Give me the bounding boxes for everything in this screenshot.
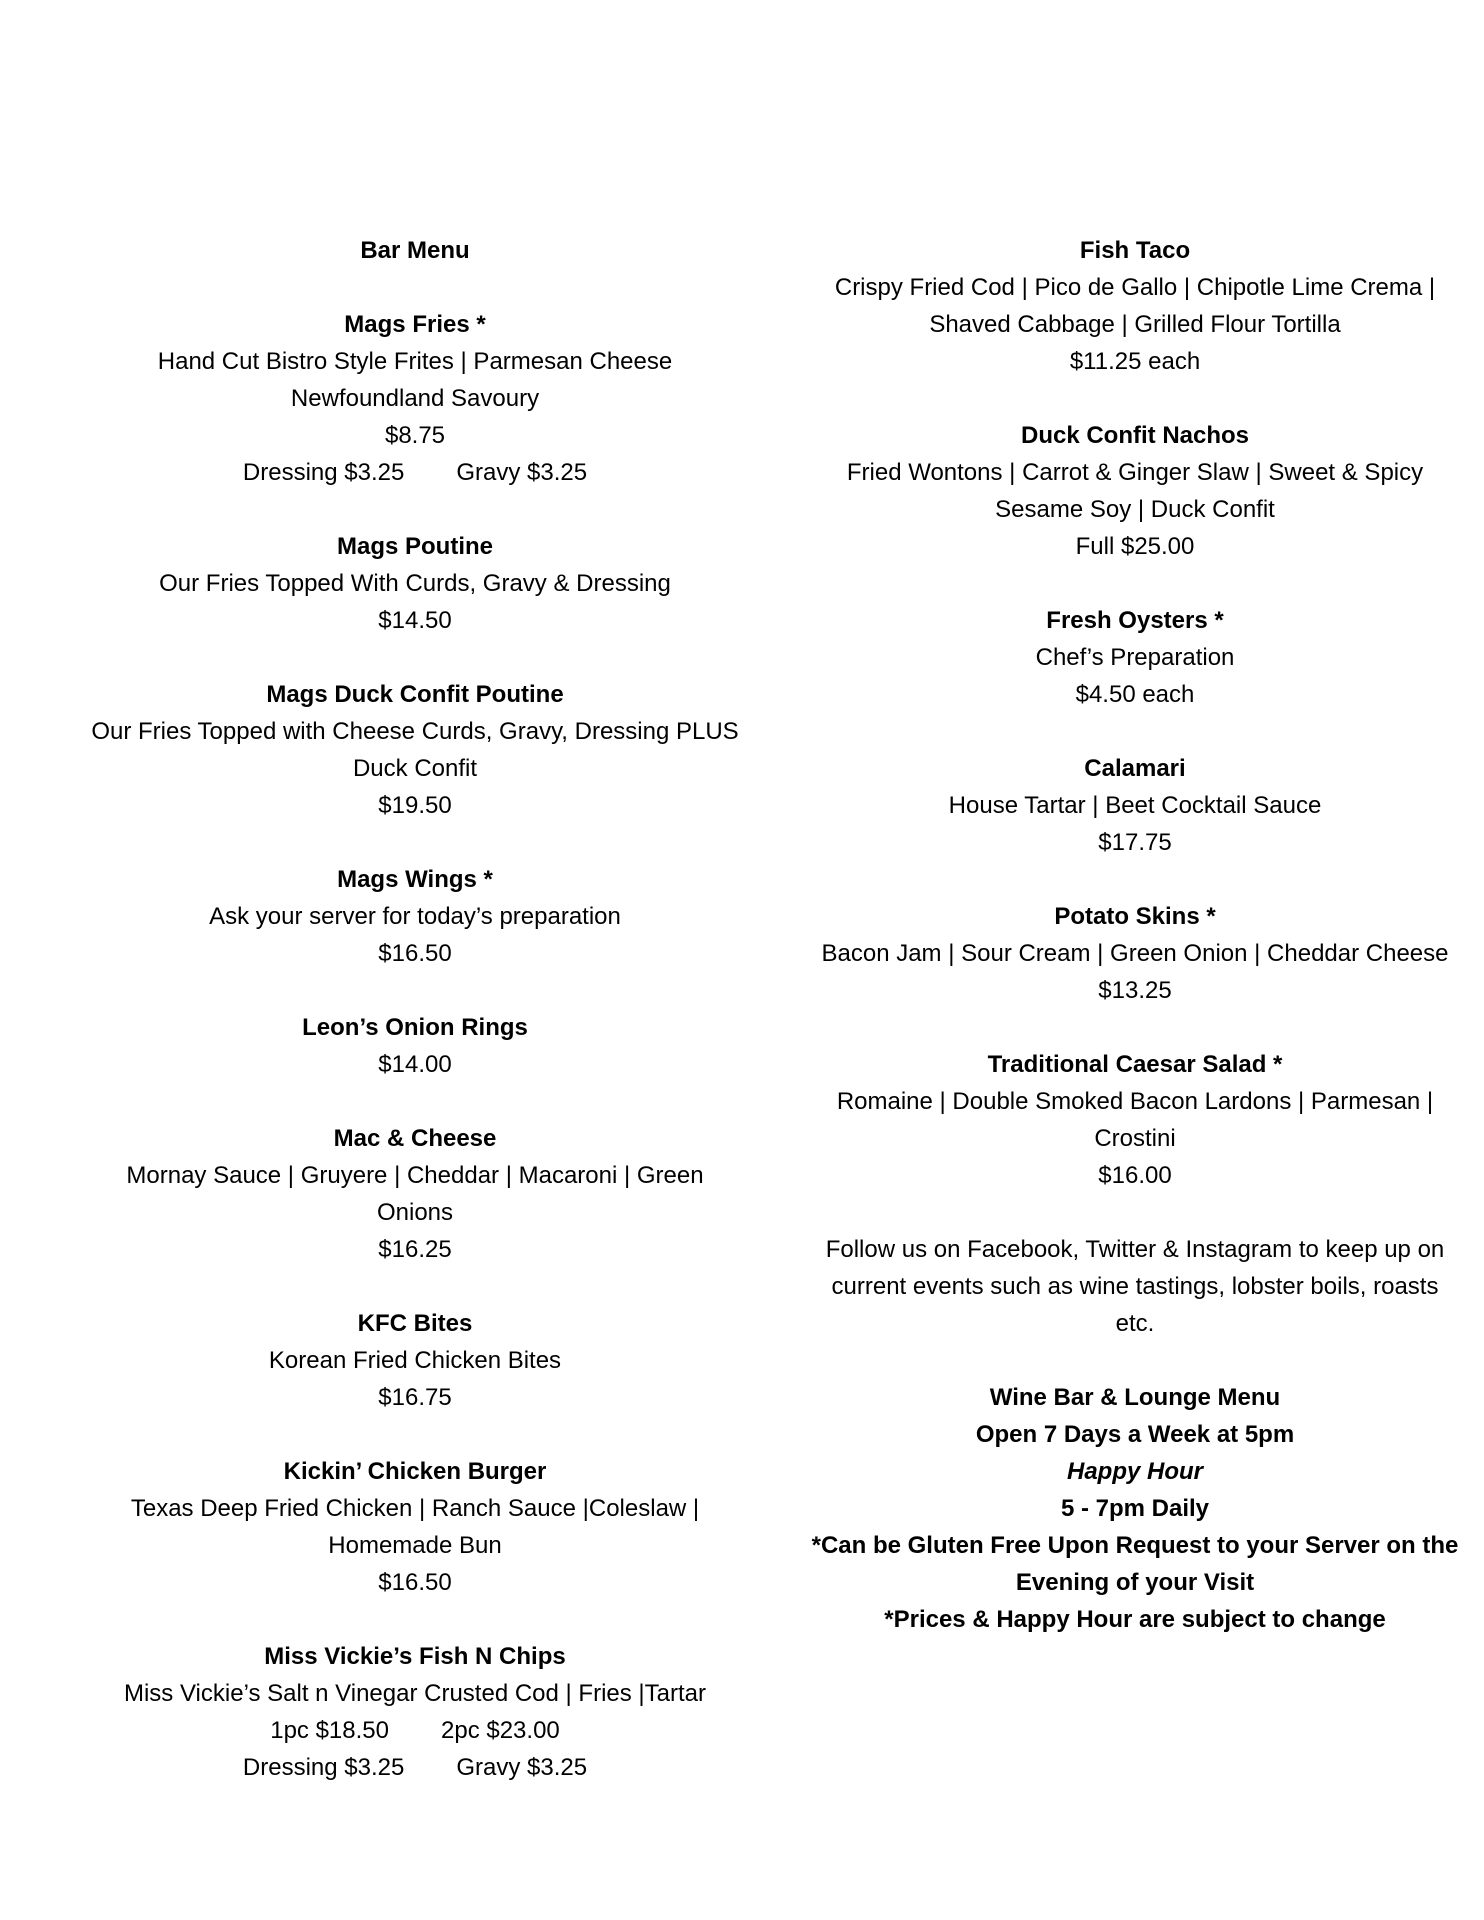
item-price: $8.75: [384, 422, 446, 449]
item-mags-poutine: [70, 528, 760, 639]
item-name: Kickin’ Chicken Burger: [283, 1458, 547, 1485]
item-description: Bacon Jam | Sour Cream | Green Onion | Cheddar Cheese: [821, 940, 1449, 967]
item-duck-confit-nachos: [790, 417, 1480, 565]
item-description: Chef’s Preparation: [1035, 644, 1235, 671]
menu-title: Bar Menu: [360, 237, 470, 264]
item-prices: [70, 1712, 760, 1749]
item-name: Calamari: [1084, 755, 1186, 782]
happy-hour-time: 5 - 7pm Daily: [1060, 1495, 1210, 1522]
extra-dressing: Dressing $3.25: [242, 459, 405, 486]
left-column: [70, 232, 760, 1786]
item-price: Full $25.00: [1075, 533, 1195, 560]
item-price: $16.50: [378, 940, 452, 967]
item-extras: [70, 1749, 760, 1786]
happy-hour-label: Happy Hour: [1066, 1458, 1203, 1485]
item-price: $4.50 each: [1075, 681, 1195, 708]
item-name: Miss Vickie’s Fish N Chips: [264, 1643, 566, 1670]
follow-text: etc.: [1115, 1310, 1155, 1337]
item-description: Romaine | Double Smoked Bacon Lardons | Parmesan |: [836, 1088, 1434, 1115]
item-name: Duck Confit Nachos: [1020, 422, 1250, 449]
lounge-title: Wine Bar & Lounge Menu: [989, 1384, 1281, 1411]
item-description: Korean Fried Chicken Bites: [268, 1347, 562, 1374]
item-description: Homemade Bun: [328, 1532, 502, 1559]
item-onion-rings: [70, 1009, 760, 1083]
follow-text: Follow us on Facebook, Twitter & Instagram to keep up on: [825, 1236, 1445, 1263]
item-mags-wings: [70, 861, 760, 972]
item-extras: [70, 454, 760, 491]
item-description: Mornay Sauce | Gruyere | Cheddar | Macaroni | Green: [126, 1162, 704, 1189]
item-name: KFC Bites: [357, 1310, 473, 1337]
item-name: Mags Poutine: [336, 533, 493, 560]
item-mags-fries: [70, 306, 760, 491]
item-description: Miss Vickie’s Salt n Vinegar Crusted Cod | Fries |Tartar: [123, 1680, 707, 1707]
item-description: Our Fries Topped With Curds, Gravy & Dressing: [159, 570, 671, 597]
item-calamari: [790, 750, 1480, 861]
item-price: $16.00: [1098, 1162, 1172, 1189]
prices-note: *Prices & Happy Hour are subject to change: [884, 1606, 1386, 1633]
item-description: Onions: [376, 1199, 454, 1226]
item-description: Duck Confit: [352, 755, 478, 782]
item-fish-taco: [790, 232, 1480, 380]
item-name: Mags Wings *: [337, 866, 493, 893]
item-duck-confit-poutine: [70, 676, 760, 824]
item-description: Fried Wontons | Carrot & Ginger Slaw | Sweet & Spicy: [846, 459, 1424, 486]
item-kfc-bites: [70, 1305, 760, 1416]
extra-gravy: Gravy $3.25: [456, 1754, 588, 1781]
item-price: $14.50: [378, 607, 452, 634]
extra-gravy: Gravy $3.25: [456, 459, 588, 486]
right-column: [790, 232, 1480, 1638]
item-description: Crispy Fried Cod | Pico de Gallo | Chipotle Lime Crema |: [834, 274, 1436, 301]
social-follow-note: [790, 1231, 1480, 1342]
item-caesar-salad: [790, 1046, 1480, 1194]
item-fish-chips: [70, 1638, 760, 1786]
follow-text: current events such as wine tastings, lobster boils, roasts: [831, 1273, 1439, 1300]
item-name: Potato Skins *: [1054, 903, 1216, 930]
menu-footer: [790, 1379, 1480, 1638]
item-name: Fish Taco: [1079, 237, 1191, 264]
item-price: $14.00: [378, 1051, 452, 1078]
item-description: Shaved Cabbage | Grilled Flour Tortilla: [929, 311, 1341, 338]
item-mac-cheese: [70, 1120, 760, 1268]
price-one-piece: 1pc $18.50: [270, 1717, 389, 1744]
item-price: $17.75: [1098, 829, 1172, 856]
item-price: $16.25: [378, 1236, 452, 1263]
item-description: Crostini: [1094, 1125, 1176, 1152]
item-description: Newfoundland Savoury: [290, 385, 540, 412]
gluten-free-note: Evening of your Visit: [1015, 1569, 1255, 1596]
item-potato-skins: [790, 898, 1480, 1009]
item-name: Mags Fries *: [344, 311, 486, 338]
item-name: Traditional Caesar Salad *: [987, 1051, 1283, 1078]
item-description: Ask your server for today’s preparation: [209, 903, 621, 930]
item-chicken-burger: [70, 1453, 760, 1601]
opening-hours: Open 7 Days a Week at 5pm: [975, 1421, 1295, 1448]
item-description: Texas Deep Fried Chicken | Ranch Sauce |Coleslaw |: [130, 1495, 700, 1522]
item-price: $19.50: [378, 792, 452, 819]
item-name: Leon’s Onion Rings: [302, 1014, 528, 1041]
item-price: $16.50: [378, 1569, 452, 1596]
item-name: Mags Duck Confit Poutine: [266, 681, 564, 708]
extra-dressing: Dressing $3.25: [242, 1754, 405, 1781]
item-description: Hand Cut Bistro Style Frites | Parmesan Cheese: [157, 348, 673, 375]
gluten-free-note: *Can be Gluten Free Upon Request to your Server on the: [811, 1532, 1459, 1559]
price-two-piece: 2pc $23.00: [441, 1717, 560, 1744]
item-price: $16.75: [378, 1384, 452, 1411]
item-name: Mac & Cheese: [333, 1125, 497, 1152]
item-price: $11.25 each: [1069, 348, 1201, 375]
item-price: $13.25: [1098, 977, 1172, 1004]
item-description: Our Fries Topped with Cheese Curds, Gravy, Dressing PLUS: [91, 718, 739, 745]
item-description: Sesame Soy | Duck Confit: [995, 496, 1275, 523]
item-fresh-oysters: [790, 602, 1480, 713]
item-description: House Tartar | Beet Cocktail Sauce: [948, 792, 1322, 819]
item-name: Fresh Oysters *: [1046, 607, 1224, 634]
